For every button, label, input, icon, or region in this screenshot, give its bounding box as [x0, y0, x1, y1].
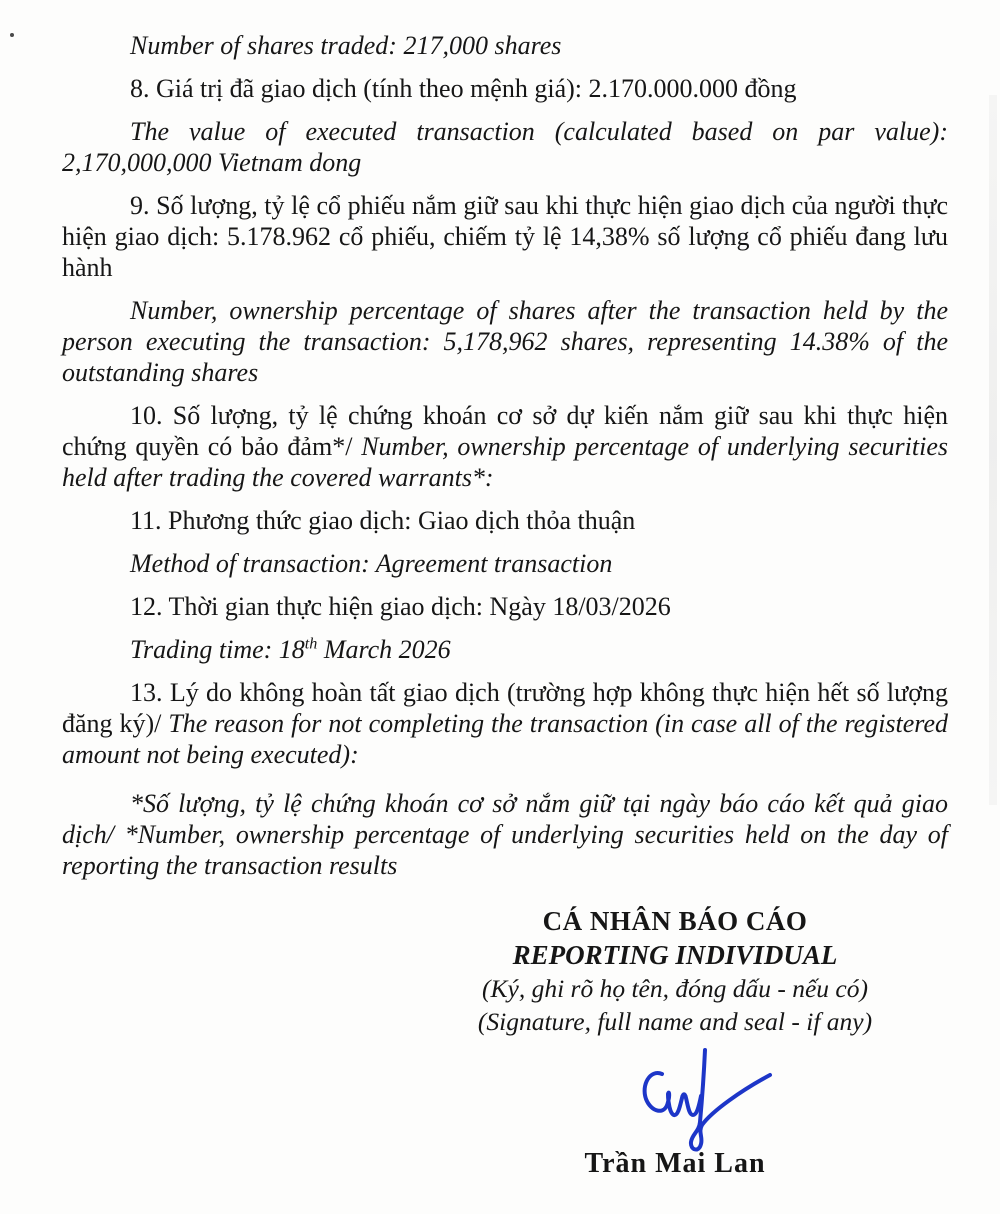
handwritten-signature	[620, 1044, 790, 1164]
para-item-12-en	[62, 634, 948, 665]
para-item-10	[62, 400, 948, 493]
signature-instruction-en: (Signature, full name and seal - if any)	[477, 1007, 873, 1036]
text-run: 12. Thời gian thực hiện giao dịch: Ngày 18/03/2026	[130, 592, 671, 621]
signature-title-vi: CÁ NHÂN BÁO CÁO	[542, 906, 808, 936]
ordinal-superscript: th	[304, 635, 318, 653]
text-run: 9. Số lượng, tỷ lệ cổ phiếu nắm giữ sau khi thực hiện giao dịch của người thực hiện giao dịch: 5.178.962 cổ phiếu, chiếm tỷ lệ 14,38% số lượng cổ phiếu đang lưu hành	[62, 191, 948, 282]
signature-title-en: REPORTING INDIVIDUAL	[512, 940, 838, 970]
signature-instruction-vi: (Ký, ghi rõ họ tên, đóng dấu - nếu có)	[482, 974, 868, 1003]
text-run: Number of shares traded: 217,000 shares	[130, 31, 562, 60]
text-run: March 2026	[317, 635, 451, 664]
signature-block	[430, 905, 920, 1179]
text-run: Method of transaction: Agreement transaction	[130, 549, 613, 578]
para-item-12-vi	[62, 591, 948, 622]
para-item-11-en	[62, 548, 948, 579]
signature-strokes	[645, 1050, 770, 1150]
para-item-9-vi	[62, 190, 948, 283]
text-run-vi: 10. Số lượng, tỷ lệ chứng khoán cơ sở dự kiến nắm giữ sau khi thực hiện chứng quyền có bảo đảm*/	[62, 401, 948, 461]
text-run: Number, ownership percentage of shares after the transaction held by the person executing the transaction: 5,178,962 shares, representing 14.38% of the outstanding shares	[62, 296, 948, 387]
text-run-en: Number, ownership percentage of underlying securities held after trading the covered warrants*:	[62, 432, 948, 492]
text-run: *Số lượng, tỷ lệ chứng khoán cơ sở nắm giữ tại ngày báo cáo kết quả giao dịch/ *Number, ownership percentage of underlying securities held on the day of reporting the transaction results	[62, 789, 948, 880]
scan-artifact-dot	[10, 33, 14, 37]
text-run-vi: 13. Lý do không hoàn tất giao dịch (trường hợp không thực hiện hết số lượng đăng ký)/	[62, 678, 948, 738]
para-item-8-en	[62, 116, 948, 178]
text-run: Trading time: 18	[130, 635, 305, 664]
para-item-9-en	[62, 295, 948, 388]
text-run: 8. Giá trị đã giao dịch (tính theo mệnh giá): 2.170.000.000 đồng	[130, 74, 797, 103]
signer-name: Trần Mai Lan	[584, 1148, 766, 1179]
scan-artifact-edge-band	[989, 95, 997, 805]
para-item-13	[62, 677, 948, 770]
text-run-en: The reason for not completing the transaction (in case all of the registered amount not being executed):	[62, 709, 948, 769]
para-item-11-vi	[62, 505, 948, 536]
para-item-8-vi	[62, 73, 948, 104]
para-shares-traded-en	[62, 30, 948, 61]
text-run: 11. Phương thức giao dịch: Giao dịch thỏa thuận	[130, 506, 636, 535]
text-run: The value of executed transaction (calculated based on par value): 2,170,000,000 Vietnam dong	[62, 117, 948, 177]
para-footnote	[62, 788, 948, 881]
